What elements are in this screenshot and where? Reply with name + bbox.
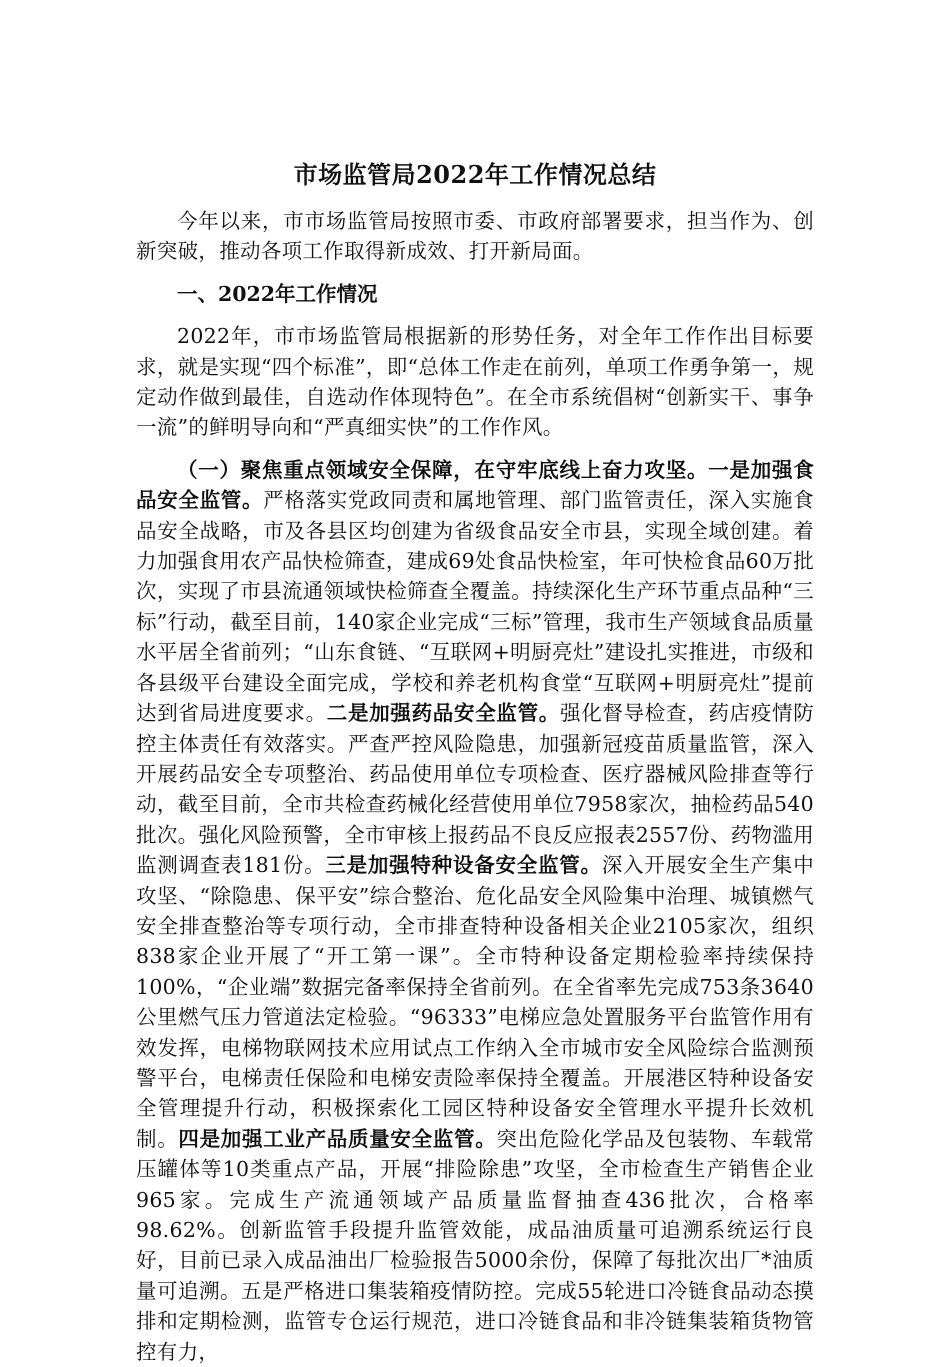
subsection-lead: 四是加强工业产品质量安全监管。 [178, 1126, 497, 1151]
subsection-lead: 二是加强药品安全监管。 [326, 701, 560, 726]
document-title: 市场监管局2022年工作情况总结 [293, 160, 657, 189]
section-paragraph: 2022年，市市场监管局根据新的形势任务，对全年工作作出目标要求，就是实现“四个标准”，即“总体工作走在前列，单项工作勇争第一，规定动作做到最佳，自选动作体现特色”。在全市系统倡树“创新实干、事争一流”的鲜明导向和“严真细实快”的工作作风。 [136, 324, 814, 440]
section-heading: 一、2022年工作情况 [177, 281, 378, 306]
paragraph-text: 严格落实党政同责和属地管理、部门监管责任，深入实施食品安全战略，市及各县区均创建为省级食品安全市县，实现全域创建。着力加强食用农产品快检筛查，建成69处食品快检室，年可快检食品60万批次，实现了市县流通领域快检筛查全覆盖。持续深化生产环节重点品种“三标”行动，截至目前，140家企业完成“三标”管理，我市生产领域食品质量水平居全省前列；“山东食链、“互联网+明厨亮灶”建设扎实推进，市级和各县级平台建设全面完成，学校和养老机构食堂“互联网+明厨亮灶”提前达到省局进度要求。 [136, 488, 814, 726]
paragraph-text: 突出危险化学品及包装物、车载常压罐体等10类重点产品，开展“排险除患”攻坚，全市检查生产销售企业965家。完成生产流通领域产品质量监督抽查436批次，合格率98.62%。创新监管手段提升监管效能，成品油质量可追溯系统运行良好，目前已录入成品油出厂检验报告5000余份，保障了每批次出厂*油质量可追溯。五是严格进口集装箱疫情防控。完成55轮进口冷链食品动态摸排和定期检测，监管专仓运行规范，进口冷链食品和非冷链集装箱货物管控有力， [136, 1126, 815, 1364]
paragraph-text: 深入开展安全生产集中攻坚、“除隐患、保平安”综合整治、危化品安全风险集中治理、城镇燃气安全排查整治等专项行动，全市排查特种设备相关企业2105家次，组织838家企业开展了“开工第一课”。全市特种设备定期检验率持续保持100%，“企业端”数据完备率保持全省前列。在全省率先完成753条3640公里燃气压力管道法定检验。“96333”电梯应急处置服务平台监管作用有效发挥，电梯物联网技术应用试点工作纳入全市城市安全风险综合监测预警平台，电梯责任保险和电梯安责险率保持全覆盖。开展港区特种设备安全管理提升行动，积极探索化工园区特种设备安全管理水平提升长效机制。 [136, 853, 814, 1151]
intro-paragraph: 今年以来，市市场监管局按照市委、市政府部署要求，担当作为、创新突破，推动各项工作取得新成效、打开新局面。 [136, 209, 814, 264]
subsection-lead: 三是加强特种设备安全监管。 [325, 853, 602, 878]
paragraph-text: 强化督导检查，药店疫情防控主体责任有效落实。严查严控风险隐患，加强新冠疫苗质量监管，深入开展药品安全专项整治、药品使用单位专项检查、医疗器械风险排查等行动，截至目前，全市共检查药械化经营使用单位7958家次，抽检药品540批次。强化风险预警，全市审核上报药品不良反应报表2557份、药物滥用监测调查表181份。 [136, 701, 814, 878]
detail-paragraph [136, 455, 814, 1367]
subsection-lead: （一）聚焦重点领域安全保障，在守牢底线上奋力攻坚。一是加强食品安全监管。 [136, 457, 814, 513]
